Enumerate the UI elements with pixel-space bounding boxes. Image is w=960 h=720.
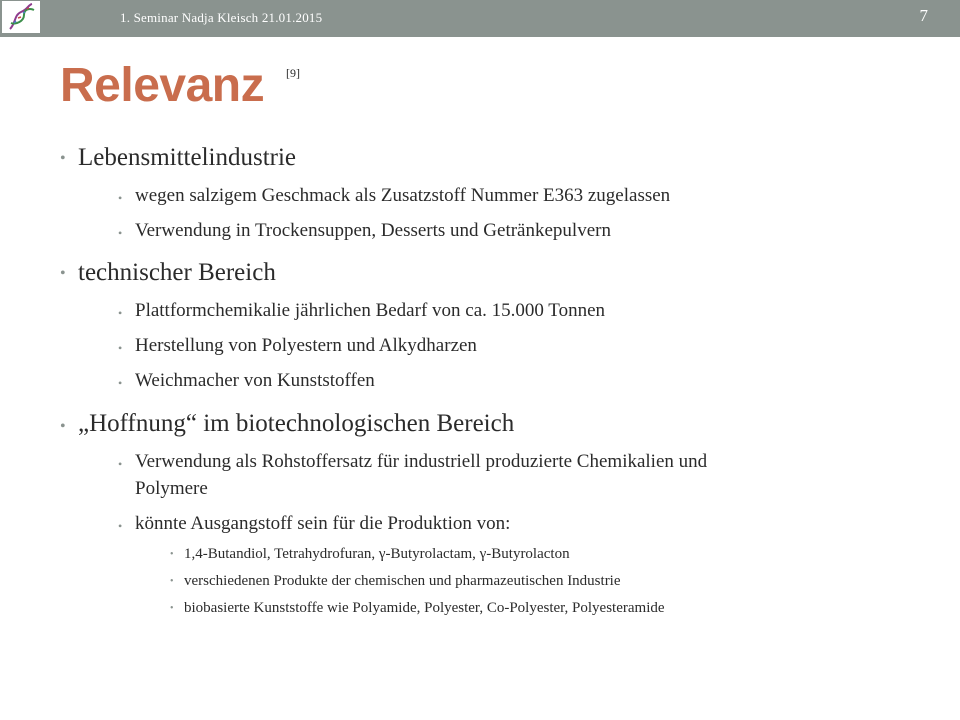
bullet-icon: • — [118, 226, 123, 240]
list-item: Verwendung als Rohstoffersatz für industriell produzierte Chemikalien und — [135, 451, 708, 472]
list-item: 1,4-Butandiol, Tetrahydrofuran, γ-Butyrolactam, γ-Butyrolacton — [184, 546, 570, 562]
list-item: wegen salzigem Geschmack als Zusatzstoff Nummer E363 zugelassen — [135, 185, 671, 206]
bullet-icon: • — [118, 457, 123, 471]
list-item: Weichmacher von Kunststoffen — [135, 370, 375, 391]
bullet-icon: • — [118, 191, 123, 205]
dna-helix-icon — [2, 1, 40, 33]
bullet-icon: • — [170, 549, 174, 560]
bullet-icon: • — [170, 603, 174, 614]
list-item: könnte Ausgangstoff sein für die Produktion von: — [135, 513, 511, 534]
list-item: Lebensmittelindustrie — [78, 144, 297, 171]
slide-number: 7 — [919, 6, 928, 25]
bullet-icon: • — [60, 265, 66, 282]
list-item: Plattformchemikalie jährlichen Bedarf von ca. 15.000 Tonnen — [135, 300, 606, 321]
header-bar — [0, 0, 960, 37]
list-item: verschiedenen Produkte der chemischen und pharmazeutischen Industrie — [184, 573, 621, 589]
list-item: Verwendung in Trockensuppen, Desserts und Getränkepulvern — [135, 220, 611, 241]
bullet-icon: • — [118, 341, 123, 355]
presentation-footer-text: 1. Seminar Nadja Kleisch 21.01.2015 — [120, 10, 323, 25]
bullet-icon: • — [60, 150, 66, 167]
list-item: technischer Bereich — [78, 259, 276, 286]
list-item: „Hoffnung“ im biotechnologischen Bereich — [78, 410, 515, 437]
list-item: biobasierte Kunststoffe wie Polyamide, Polyester, Co-Polyester, Polyesteramide — [184, 600, 665, 616]
list-item: Herstellung von Polyestern und Alkydharzen — [135, 335, 477, 356]
list-item-continuation: Polymere — [135, 478, 208, 499]
title-reference: [9] — [286, 66, 300, 80]
bullet-icon: • — [118, 519, 123, 533]
bullet-icon: • — [170, 576, 174, 587]
bullet-icon: • — [118, 376, 123, 390]
slide-title: Relevanz — [60, 59, 265, 112]
bullet-icon: • — [60, 418, 66, 435]
bullet-icon: • — [118, 306, 123, 320]
